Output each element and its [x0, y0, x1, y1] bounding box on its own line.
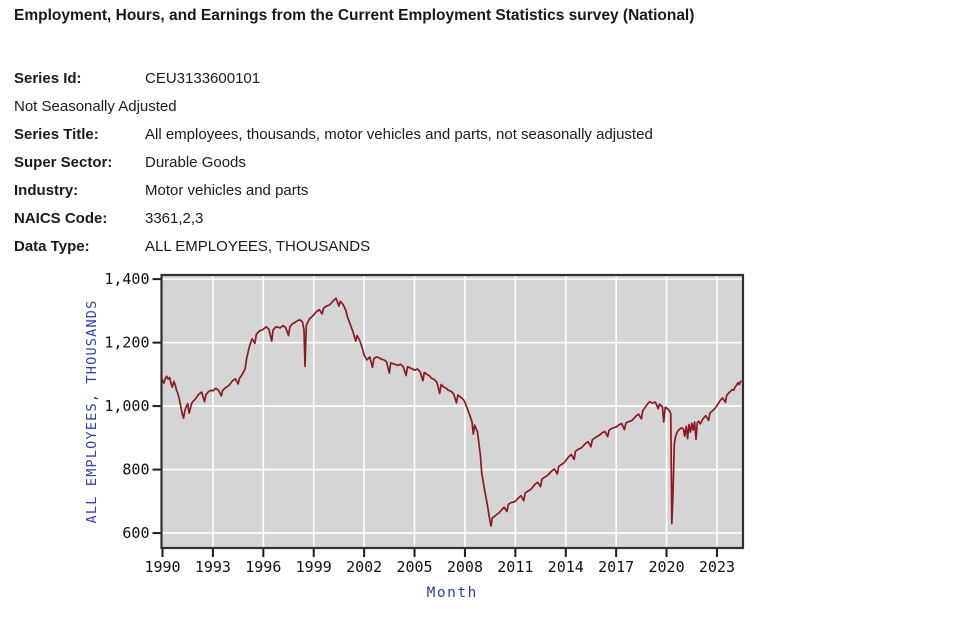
data-type-value: ALL EMPLOYEES, THOUSANDS — [145, 237, 371, 255]
super-sector-label: Super Sector: — [14, 153, 113, 171]
x-axis-tick-label: 2005 — [396, 558, 433, 576]
x-axis-tick-label: 1996 — [245, 558, 282, 576]
y-axis-tick-label: 1,000 — [104, 397, 150, 416]
x-axis-title: Month — [426, 585, 478, 601]
industry-label: Industry: — [14, 181, 79, 199]
data-type-label: Data Type: — [14, 237, 90, 255]
y-axis-title: ALL EMPLOYEES, THOUSANDS — [84, 299, 100, 524]
series-title-label: Series Title: — [14, 125, 99, 143]
series-id-value: CEU3133600101 — [145, 69, 261, 87]
x-axis-tick-label: 2014 — [547, 558, 584, 576]
naics-code-value: 3361,2,3 — [145, 209, 204, 227]
x-axis-tick-label: 2017 — [598, 558, 635, 576]
adjustment-note: Not Seasonally Adjusted — [14, 97, 177, 115]
x-axis-tick-label: 2011 — [497, 558, 534, 576]
x-axis-tick-label: 1990 — [144, 558, 181, 576]
y-axis-tick-label: 600 — [122, 524, 150, 543]
chart-plot-area — [162, 275, 744, 548]
page-title: Employment, Hours, and Earnings from the Current Employment Statistics survey (National) — [14, 7, 695, 24]
x-axis-tick-label: 2002 — [346, 558, 383, 576]
x-axis-tick-label: 2008 — [446, 558, 483, 576]
y-axis-tick-label: 1,200 — [104, 333, 150, 352]
super-sector-value: Durable Goods — [145, 153, 246, 171]
x-axis-tick-label: 2023 — [698, 558, 736, 576]
industry-value: Motor vehicles and parts — [145, 181, 309, 199]
series-title-value: All employees, thousands, motor vehicles and parts, not seasonally adjusted — [145, 125, 653, 143]
naics-code-label: NAICS Code: — [14, 209, 108, 227]
x-axis-tick-label: 1993 — [194, 558, 231, 576]
x-axis-tick-label: 1999 — [295, 558, 332, 576]
y-axis-tick-label: 800 — [122, 460, 150, 479]
y-axis-tick-label: 1,400 — [104, 270, 150, 289]
x-axis-tick-label: 2020 — [648, 558, 685, 576]
series-id-label: Series Id: — [14, 69, 82, 87]
